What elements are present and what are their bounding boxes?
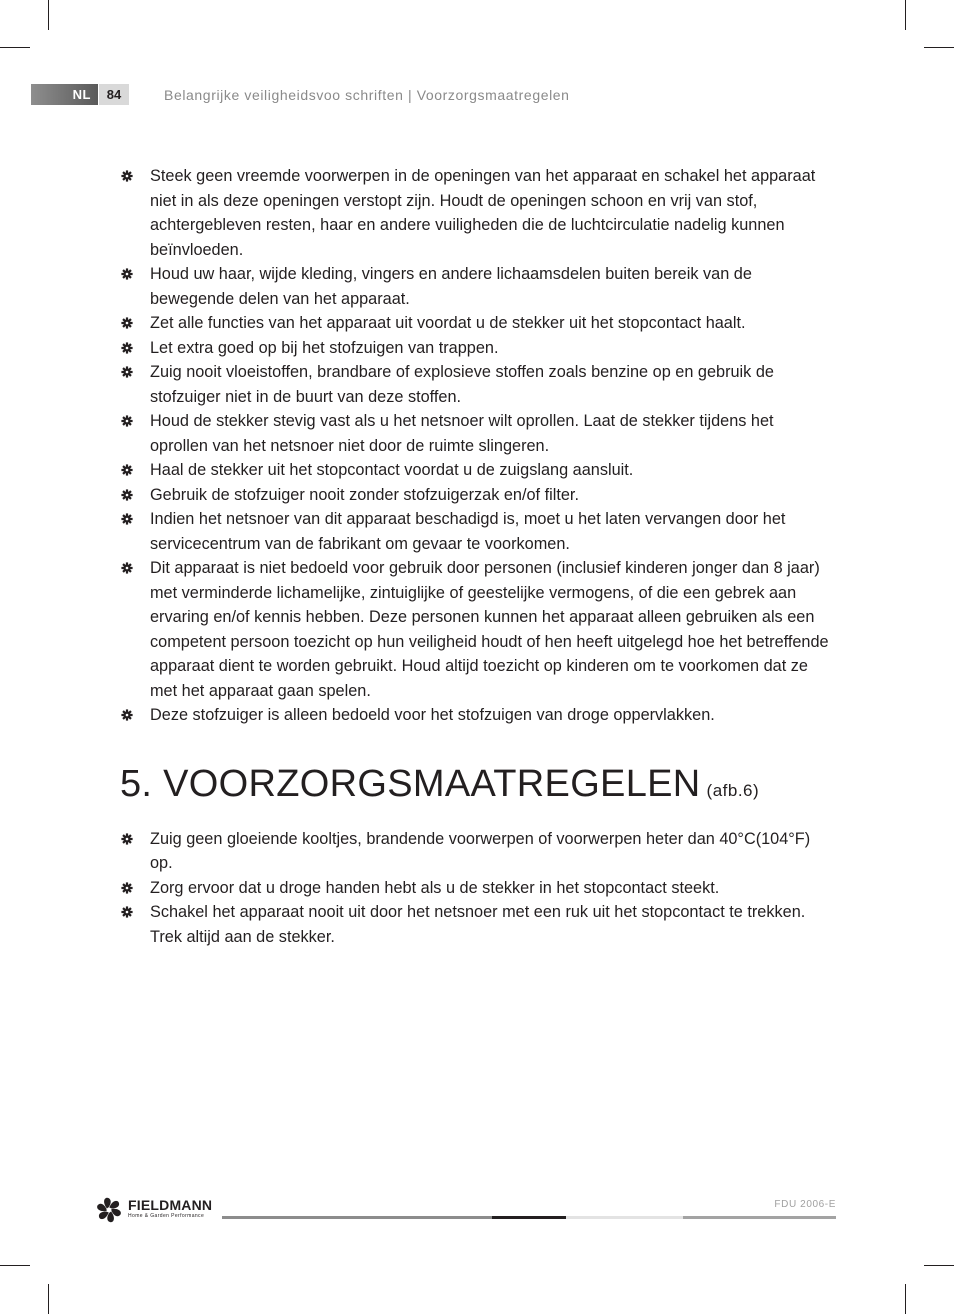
list-item-text: Indien het netsnoer van dit apparaat beschadigd is, moet u het laten vervangen door het servicecentrum van de fabrikant om gevaar te voorkomen. — [150, 510, 786, 553]
page-number-box — [99, 84, 129, 105]
page-footer — [0, 1190, 954, 1230]
crop-mark — [905, 1284, 906, 1314]
list-item — [120, 409, 832, 458]
crop-mark — [0, 1265, 30, 1266]
list-item-text: Schakel het apparaat nooit uit door het netsnoer met een ruk uit het stopcontact te trekken. Trek altijd aan de stekker. — [150, 903, 806, 946]
gear-bullet-icon — [121, 342, 133, 354]
gear-bullet-icon — [121, 709, 133, 721]
list-item-text: Deze stofzuiger is alleen bedoeld voor het stofzuigen van droge oppervlakken. — [150, 706, 715, 724]
gear-bullet-icon — [121, 464, 133, 476]
footer-divider — [566, 1216, 683, 1219]
list-item-text: Haal de stekker uit het stopcontact voordat u de zuigslang aansluit. — [150, 461, 634, 479]
safety-instructions-list — [120, 164, 832, 728]
list-item — [120, 703, 832, 728]
language-tab — [31, 84, 98, 105]
list-item — [120, 458, 832, 483]
precautions-list — [120, 827, 832, 950]
gear-bullet-icon — [121, 513, 133, 525]
list-item-text: Zuig nooit vloeistoffen, brandbare of explosieve stoffen zoals benzine op en gebruik de stofzuiger niet in de buurt van deze stoffen. — [150, 363, 774, 406]
gear-bullet-icon — [121, 366, 133, 378]
gear-bullet-icon — [121, 882, 133, 894]
section-title: 5. VOORZORGSMAATREGELEN — [120, 762, 701, 805]
gear-bullet-icon — [121, 489, 133, 501]
crop-mark — [48, 1284, 49, 1314]
fan-logo-icon — [94, 1195, 124, 1225]
brand-logo — [94, 1192, 222, 1226]
list-item-text: Let extra goed op bij het stofzuigen van trappen. — [150, 338, 499, 357]
list-item — [120, 827, 832, 876]
gear-bullet-icon — [121, 833, 133, 845]
list-item — [120, 164, 832, 262]
brand-name: FIELDMANN — [128, 1197, 213, 1213]
list-item-text: Steek geen vreemde voorwerpen in de openingen van het apparaat en schakel het apparaat niet in als deze openingen verstopt zijn. Houdt de openingen schoon en vrij van stof, achtergebleven resten, haar en andere vuiligheden die de luchtcirculatie nadelig kunnen beïnvloeden. — [150, 167, 816, 259]
footer-divider — [492, 1216, 566, 1219]
crop-mark — [924, 1265, 954, 1266]
footer-divider — [683, 1216, 836, 1219]
list-item — [120, 556, 832, 703]
page-number: 84 — [106, 87, 122, 102]
gear-bullet-icon — [121, 170, 133, 182]
list-item — [120, 336, 832, 361]
list-item — [120, 311, 832, 336]
model-number: FDU 2006-E — [774, 1199, 836, 1210]
gear-bullet-icon — [121, 268, 133, 280]
gear-bullet-icon — [121, 562, 133, 574]
list-item — [120, 900, 832, 949]
list-item-text: Dit apparaat is niet bedoeld voor gebruik door personen (inclusief kinderen jonger dan 8 jaar) met verminderde lichamelijke, zintuiglijke of geestelijke vermogens, of die een gebrek aan ervaring en/of kennis hebben. Deze personen kunnen het apparaat alleen gebruiken als een competent persoon toezicht op hun veiligheid houdt of hen heeft uitgelegd hoe het betreffende apparaat dient te worden gebruikt. Houd altijd toezicht op kinderen om te voorkomen dat ze met het apparaat gaan spelen. — [150, 559, 829, 700]
figure-reference: (afb.6) — [706, 780, 760, 800]
main-content — [120, 164, 832, 949]
page-header — [0, 0, 954, 120]
list-item — [120, 507, 832, 556]
list-item — [120, 483, 832, 508]
section-heading — [120, 754, 832, 821]
gear-bullet-icon — [121, 415, 133, 427]
list-item-text: Houd uw haar, wijde kleding, vingers en andere lichaamsdelen buiten bereik van de bewegende delen van het apparaat. — [150, 265, 752, 308]
gear-bullet-icon — [121, 906, 133, 918]
list-item-text: Houd de stekker stevig vast als u het netsnoer wilt oprollen. Laat de stekker tijdens het oprollen van het netsnoer niet door de ruimte slingeren. — [150, 412, 774, 455]
list-item — [120, 360, 832, 409]
list-item — [120, 876, 832, 901]
gear-bullet-icon — [121, 317, 133, 329]
footer-divider — [222, 1216, 492, 1219]
list-item-text: Gebruik de stofzuiger nooit zonder stofzuigerzak en/of filter. — [150, 485, 579, 504]
list-item-text: Zuig geen gloeiende kooltjes, brandende voorwerpen of voorwerpen heter dan 40°C(104°F) op. — [150, 829, 811, 872]
running-title: Belangrijke veiligheidsvoo schriften | Voorzorgsmaatregelen — [164, 87, 570, 103]
list-item — [120, 262, 832, 311]
language-code: NL — [72, 87, 91, 102]
list-item-text: Zet alle functies van het apparaat uit voordat u de stekker uit het stopcontact haalt. — [150, 314, 746, 332]
brand-tagline: Home & Garden Performance — [128, 1213, 205, 1219]
list-item-text: Zorg ervoor dat u droge handen hebt als u de stekker in het stopcontact steekt. — [150, 878, 720, 897]
